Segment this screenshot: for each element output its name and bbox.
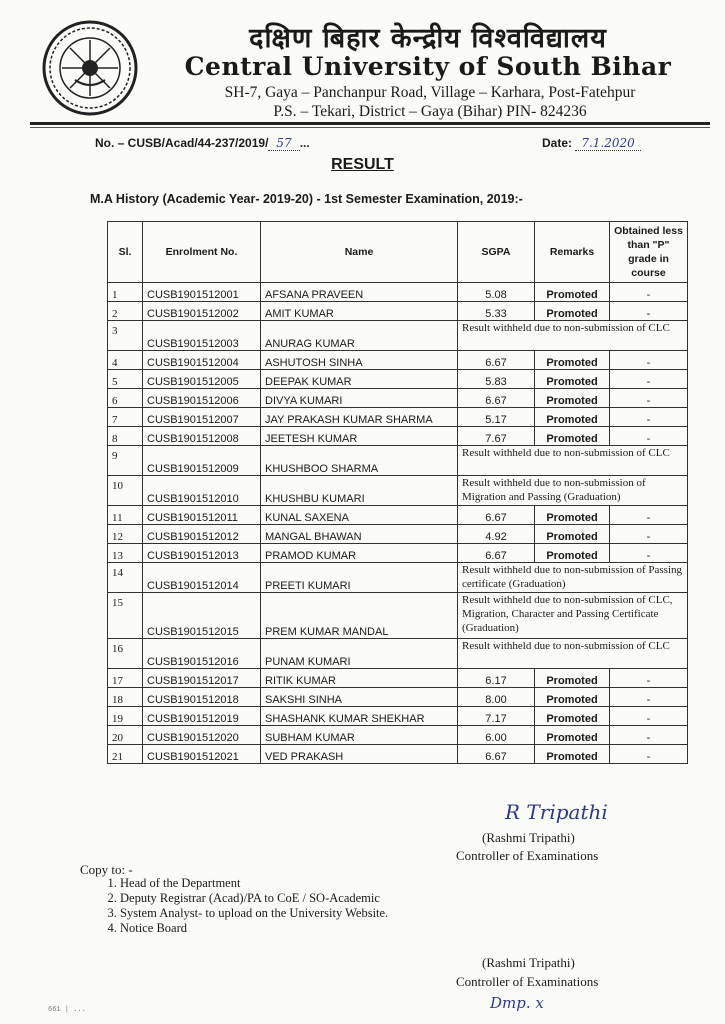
table-row — [108, 370, 688, 389]
table-row — [108, 669, 688, 688]
cell-sgpa: 6.67 — [458, 745, 535, 764]
reference-handwritten: 57 — [268, 136, 299, 151]
cell-sl: 3 — [108, 321, 143, 351]
cell-remarks: Promoted — [535, 688, 610, 707]
cell-withheld-note: Result withheld due to non-submission of Passing certificate (Graduation) — [458, 563, 688, 593]
signatory-name: (Rashmi Tripathi) — [482, 830, 575, 845]
copy-to-item: 1. Head of the Department — [120, 876, 388, 891]
cell-sl: 18 — [108, 688, 143, 707]
cell-name: ASHUTOSH SINHA — [261, 351, 458, 370]
result-table-body — [108, 283, 688, 764]
cell-sl: 21 — [108, 745, 143, 764]
cell-sgpa: 6.17 — [458, 669, 535, 688]
cell-sgpa: 8.00 — [458, 688, 535, 707]
table-row — [108, 427, 688, 446]
cell-enrolment: CUSB1901512007 — [143, 408, 261, 427]
cell-sl: 20 — [108, 726, 143, 745]
cell-withheld-note: Result withheld due to non-submission of Migration and Passing (Graduation) — [458, 476, 688, 506]
table-row — [108, 389, 688, 408]
cell-sl: 9 — [108, 446, 143, 476]
cell-enrolment: CUSB1901512004 — [143, 351, 261, 370]
cell-sl: 5 — [108, 370, 143, 389]
signatory-title-2: Controller of Examinations — [456, 974, 599, 989]
cell-obtained: - — [610, 408, 688, 427]
cell-sgpa: 6.67 — [458, 351, 535, 370]
cell-remarks: Promoted — [535, 544, 610, 563]
cell-sl: 19 — [108, 707, 143, 726]
col-header-sgpa: SGPA — [458, 222, 535, 283]
cell-sgpa: 6.67 — [458, 389, 535, 408]
date-label: Date: — [542, 136, 573, 150]
document-date — [542, 136, 641, 150]
cell-name: AMIT KUMAR — [261, 302, 458, 321]
cell-enrolment: CUSB1901512012 — [143, 525, 261, 544]
cell-sl: 8 — [108, 427, 143, 446]
cell-sl: 10 — [108, 476, 143, 506]
cell-enrolment: CUSB1901512019 — [143, 707, 261, 726]
university-logo — [40, 18, 140, 118]
table-row — [108, 302, 688, 321]
copy-to-list — [100, 876, 388, 936]
cell-obtained: - — [610, 389, 688, 408]
cell-obtained: - — [610, 707, 688, 726]
cell-sl: 6 — [108, 389, 143, 408]
cell-enrolment: CUSB1901512020 — [143, 726, 261, 745]
cell-name: SHASHANK KUMAR SHEKHAR — [261, 707, 458, 726]
cell-remarks: Promoted — [535, 525, 610, 544]
cell-sl: 1 — [108, 283, 143, 302]
header-divider — [30, 122, 710, 125]
cell-enrolment: CUSB1901512011 — [143, 506, 261, 525]
cell-sgpa: 6.67 — [458, 544, 535, 563]
cell-remarks: Promoted — [535, 370, 610, 389]
cell-sl: 13 — [108, 544, 143, 563]
cell-enrolment: CUSB1901512009 — [143, 446, 261, 476]
cell-obtained: - — [610, 506, 688, 525]
cell-sl: 12 — [108, 525, 143, 544]
cell-name: KUNAL SAXENA — [261, 506, 458, 525]
col-header-name: Name — [261, 222, 458, 283]
table-row — [108, 544, 688, 563]
cell-enrolment: CUSB1901512017 — [143, 669, 261, 688]
cell-enrolment: CUSB1901512008 — [143, 427, 261, 446]
cell-sl: 4 — [108, 351, 143, 370]
cell-enrolment: CUSB1901512013 — [143, 544, 261, 563]
cell-remarks: Promoted — [535, 506, 610, 525]
cell-obtained: - — [610, 669, 688, 688]
cell-enrolment: CUSB1901512001 — [143, 283, 261, 302]
table-row — [108, 446, 688, 476]
cell-remarks: Promoted — [535, 408, 610, 427]
table-row — [108, 745, 688, 764]
table-row — [108, 593, 688, 639]
exam-subtitle: M.A History (Academic Year- 2019-20) - 1st Semester Examination, 2019:- — [90, 192, 523, 206]
table-row — [108, 321, 688, 351]
cell-remarks: Promoted — [535, 707, 610, 726]
cell-remarks: Promoted — [535, 745, 610, 764]
cell-name: VED PRAKASH — [261, 745, 458, 764]
cell-enrolment: CUSB1901512014 — [143, 563, 261, 593]
cell-name: JAY PRAKASH KUMAR SHARMA — [261, 408, 458, 427]
cell-obtained: - — [610, 745, 688, 764]
cell-remarks: Promoted — [535, 302, 610, 321]
col-header-enrolment: Enrolment No. — [143, 222, 261, 283]
reference-number — [95, 136, 310, 150]
cell-name: ANURAG KUMAR — [261, 321, 458, 351]
cell-remarks: Promoted — [535, 283, 610, 302]
cell-obtained: - — [610, 351, 688, 370]
cell-name: MANGAL BHAWAN — [261, 525, 458, 544]
cell-sgpa: 5.08 — [458, 283, 535, 302]
cell-sl: 2 — [108, 302, 143, 321]
table-row — [108, 476, 688, 506]
cell-sgpa: 7.17 — [458, 707, 535, 726]
col-header-remarks: Remarks — [535, 222, 610, 283]
cell-obtained: - — [610, 427, 688, 446]
cell-enrolment: CUSB1901512015 — [143, 593, 261, 639]
cell-sgpa: 6.67 — [458, 506, 535, 525]
cell-enrolment: CUSB1901512003 — [143, 321, 261, 351]
table-row — [108, 688, 688, 707]
table-row — [108, 506, 688, 525]
table-row — [108, 283, 688, 302]
table-row — [108, 707, 688, 726]
cell-sgpa: 7.67 — [458, 427, 535, 446]
cell-sl: 16 — [108, 639, 143, 669]
page-title: RESULT — [331, 156, 394, 173]
cell-enrolment: CUSB1901512005 — [143, 370, 261, 389]
copy-to-item: 3. System Analyst- to upload on the University Website. — [120, 906, 388, 921]
cell-sl: 14 — [108, 563, 143, 593]
cell-name: PUNAM KUMARI — [261, 639, 458, 669]
cell-sl: 17 — [108, 669, 143, 688]
cell-name: PREM KUMAR MANDAL — [261, 593, 458, 639]
header-divider-thin — [30, 127, 710, 128]
cell-name: RITIK KUMAR — [261, 669, 458, 688]
cell-name: JEETESH KUMAR — [261, 427, 458, 446]
signatory-title: Controller of Examinations — [456, 848, 599, 863]
cell-remarks: Promoted — [535, 726, 610, 745]
cell-obtained: - — [610, 302, 688, 321]
signatory-name-2: (Rashmi Tripathi) — [482, 955, 575, 970]
cell-obtained: - — [610, 525, 688, 544]
cell-obtained: - — [610, 544, 688, 563]
cell-name: PREETI KUMARI — [261, 563, 458, 593]
copy-to-item: 4. Notice Board — [120, 921, 388, 936]
cell-sgpa: 5.17 — [458, 408, 535, 427]
cell-enrolment: CUSB1901512006 — [143, 389, 261, 408]
university-name-english: Central University of South Bihar — [184, 52, 672, 81]
cell-obtained: - — [610, 726, 688, 745]
handwritten-initials: Dmp. x — [490, 994, 544, 1012]
footer-mark: 661 | ... — [48, 1006, 86, 1014]
cell-enrolment: CUSB1901512002 — [143, 302, 261, 321]
cell-name: KHUSHBU KUMARI — [261, 476, 458, 506]
col-header-obtained: Obtained less than "P" grade in course — [610, 222, 688, 283]
cell-sl: 15 — [108, 593, 143, 639]
cell-enrolment: CUSB1901512016 — [143, 639, 261, 669]
cell-withheld-note: Result withheld due to non-submission of CLC, Migration, Character and Passing Certificate (Graduation) — [458, 593, 688, 639]
copy-to-item: 2. Deputy Registrar (Acad)/PA to CoE / SO-Academic — [120, 891, 388, 906]
table-row — [108, 726, 688, 745]
cell-name: SAKSHI SINHA — [261, 688, 458, 707]
cell-sl: 11 — [108, 506, 143, 525]
col-header-sl: Sl. — [108, 222, 143, 283]
cell-remarks: Promoted — [535, 669, 610, 688]
cell-name: DEEPAK KUMAR — [261, 370, 458, 389]
cell-withheld-note: Result withheld due to non-submission of CLC — [458, 321, 688, 351]
cell-enrolment: CUSB1901512010 — [143, 476, 261, 506]
table-row — [108, 408, 688, 427]
table-row — [108, 563, 688, 593]
cell-name: DIVYA KUMARI — [261, 389, 458, 408]
address-line-2: P.S. – Tekari, District – Gaya (Bihar) PIN- 824236 — [273, 103, 587, 120]
table-row — [108, 351, 688, 370]
cell-name: PRAMOD KUMAR — [261, 544, 458, 563]
university-name-hindi: दक्षिण बिहार केन्द्रीय विश्वविद्यालय — [249, 23, 607, 54]
cell-withheld-note: Result withheld due to non-submission of CLC — [458, 639, 688, 669]
result-table — [107, 221, 688, 764]
cell-name: AFSANA PRAVEEN — [261, 283, 458, 302]
cell-remarks: Promoted — [535, 351, 610, 370]
date-handwritten: 7.1.2020 — [575, 136, 640, 151]
copy-to-label: Copy to: - — [80, 862, 133, 877]
cell-enrolment: CUSB1901512018 — [143, 688, 261, 707]
cell-sl: 7 — [108, 408, 143, 427]
table-row — [108, 639, 688, 669]
cell-sgpa: 4.92 — [458, 525, 535, 544]
cell-sgpa: 5.33 — [458, 302, 535, 321]
cell-remarks: Promoted — [535, 427, 610, 446]
reference-suffix: ... — [299, 136, 310, 150]
cell-enrolment: CUSB1901512021 — [143, 745, 261, 764]
signature-handwritten: R Tripathi — [505, 800, 608, 824]
cell-remarks: Promoted — [535, 389, 610, 408]
cell-name: SUBHAM KUMAR — [261, 726, 458, 745]
cell-sgpa: 6.00 — [458, 726, 535, 745]
cell-obtained: - — [610, 688, 688, 707]
cell-obtained: - — [610, 283, 688, 302]
reference-label: No. – CUSB/Acad/44-237/2019/ — [95, 136, 269, 150]
address-line-1: SH-7, Gaya – Panchanpur Road, Village – Karhara, Post-Fatehpur — [224, 84, 636, 101]
cell-name: KHUSHBOO SHARMA — [261, 446, 458, 476]
table-header-row — [108, 222, 688, 283]
table-row — [108, 525, 688, 544]
cell-withheld-note: Result withheld due to non-submission of CLC — [458, 446, 688, 476]
cell-sgpa: 5.83 — [458, 370, 535, 389]
cell-obtained: - — [610, 370, 688, 389]
